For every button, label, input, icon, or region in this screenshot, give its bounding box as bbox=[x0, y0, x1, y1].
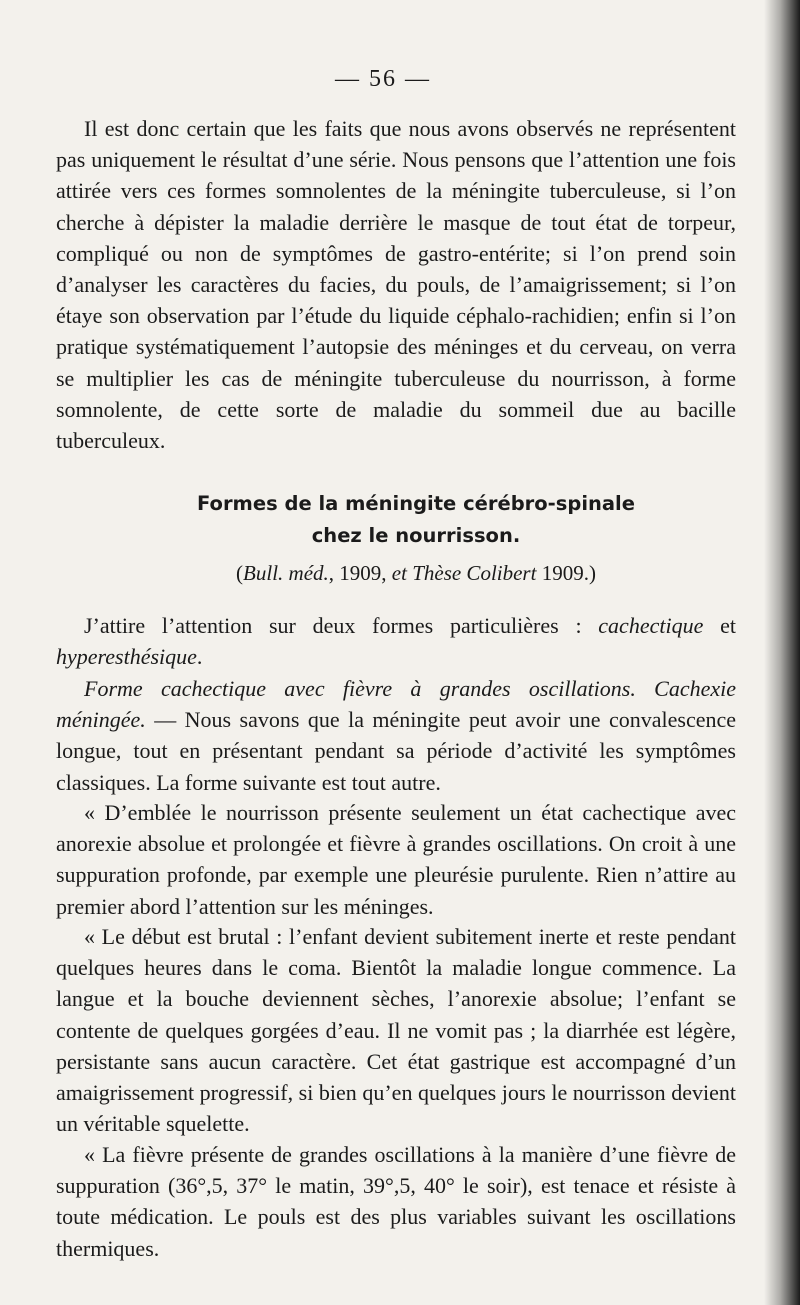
paragraph-4 bbox=[56, 797, 736, 922]
paragraph-4-text: « D’emblée le nourrisson présente seulement un état cachectique avec anorexie absolue et prolongée et fièvre à grandes oscillations. On croit à une suppuration profonde, par exemple une pleurésie purulente. Rien n’attire au premier abord l’attention sur les méninges. bbox=[56, 800, 736, 919]
paragraph-1 bbox=[56, 113, 736, 456]
citation-open: ( bbox=[236, 561, 244, 585]
citation bbox=[56, 558, 776, 588]
citation-close: 1909.) bbox=[536, 561, 596, 585]
paragraph-2 bbox=[56, 610, 736, 672]
citation-et: et bbox=[391, 561, 407, 585]
paragraph-6 bbox=[56, 1139, 736, 1264]
subsection-title: Forme cachectique avec fièvre à grandes oscillations. Cachexie méningée. bbox=[56, 676, 736, 733]
page-edge-shadow bbox=[764, 0, 800, 1305]
paragraph-3 bbox=[56, 673, 736, 798]
citation-thesis: Thèse Colibert bbox=[412, 561, 537, 585]
paragraph-3-text bbox=[56, 673, 736, 798]
paragraph-2-text bbox=[56, 610, 736, 672]
form-cachectique: cachectique bbox=[598, 613, 704, 638]
paragraph-3-body: — Nous savons que la méningite peut avoir une convalescence longue, tout en présentant pendant sa période d’activité les symptômes classiques. La forme suivante est tout autre. bbox=[56, 707, 736, 795]
citation-journal: Bull. méd. bbox=[243, 561, 329, 585]
paragraph-6-text: « La fièvre présente de grandes oscillations à la manière d’une fièvre de suppuration (36°,5, 37° le matin, 39°,5, 40° le soir), est tenace et résiste à toute médication. Le pouls est des plus variables suivant les oscillations thermiques. bbox=[56, 1142, 736, 1261]
paragraph-1-text: Il est donc certain que les faits que nous avons observés ne représentent pas uniquement le résultat d’une série. Nous pensons que l’attention une fois attirée vers ces formes somnolentes de la méningite tuberculeuse, si l’on cherche à dépister la maladie derrière le masque de tout état de torpeur, compliqué ou non de symptômes de gastro-entérite; si l’on prend soin d’analyser les caractères du facies, du pouls, de l’amaigrissement; si l’on étaye son observation par l’étude du liquide céphalo-rachidien; enfin si l’on pratique systématiquement l’autopsie des méninges et du cerveau, on verra se multiplier les cas de méningite tuberculeuse du nourrisson, à forme somnolente, de cette sorte de maladie du sommeil due au bacille tuberculeux. bbox=[56, 116, 736, 454]
section-heading-line-2: chez le nourrisson. bbox=[311, 524, 521, 547]
paragraph-5-text: « Le début est brutal : l’enfant devient subitement inerte et reste pendant quelques heures dans le coma. Bientôt la maladie longue commence. La langue et la bouche deviennent sèches, l’anorexie absolue; l’enfant se contente de quelques gorgées d’eau. Il ne vomit pas ; la diarrhée est légère, persistante sans aucun caractère. Cet état gastrique est accompagné d’un amaigrissement progressif, si bien qu’en quelques jours le nourrisson devient un véritable squelette. bbox=[56, 924, 736, 1137]
paragraph-2-lead: J’attire l’attention sur deux formes particulières : bbox=[84, 613, 599, 638]
section-heading-line-1: Formes de la méningite cérébro-spinale bbox=[197, 492, 635, 515]
form-hyperesthesique: hyperesthésique bbox=[56, 644, 197, 670]
paragraph-2-and: et bbox=[703, 613, 736, 638]
citation-middle: , 1909, bbox=[328, 561, 392, 585]
paragraph-2-end: . bbox=[196, 644, 203, 670]
paragraph-5 bbox=[56, 921, 736, 1139]
page-number: — 56 — bbox=[335, 66, 431, 92]
